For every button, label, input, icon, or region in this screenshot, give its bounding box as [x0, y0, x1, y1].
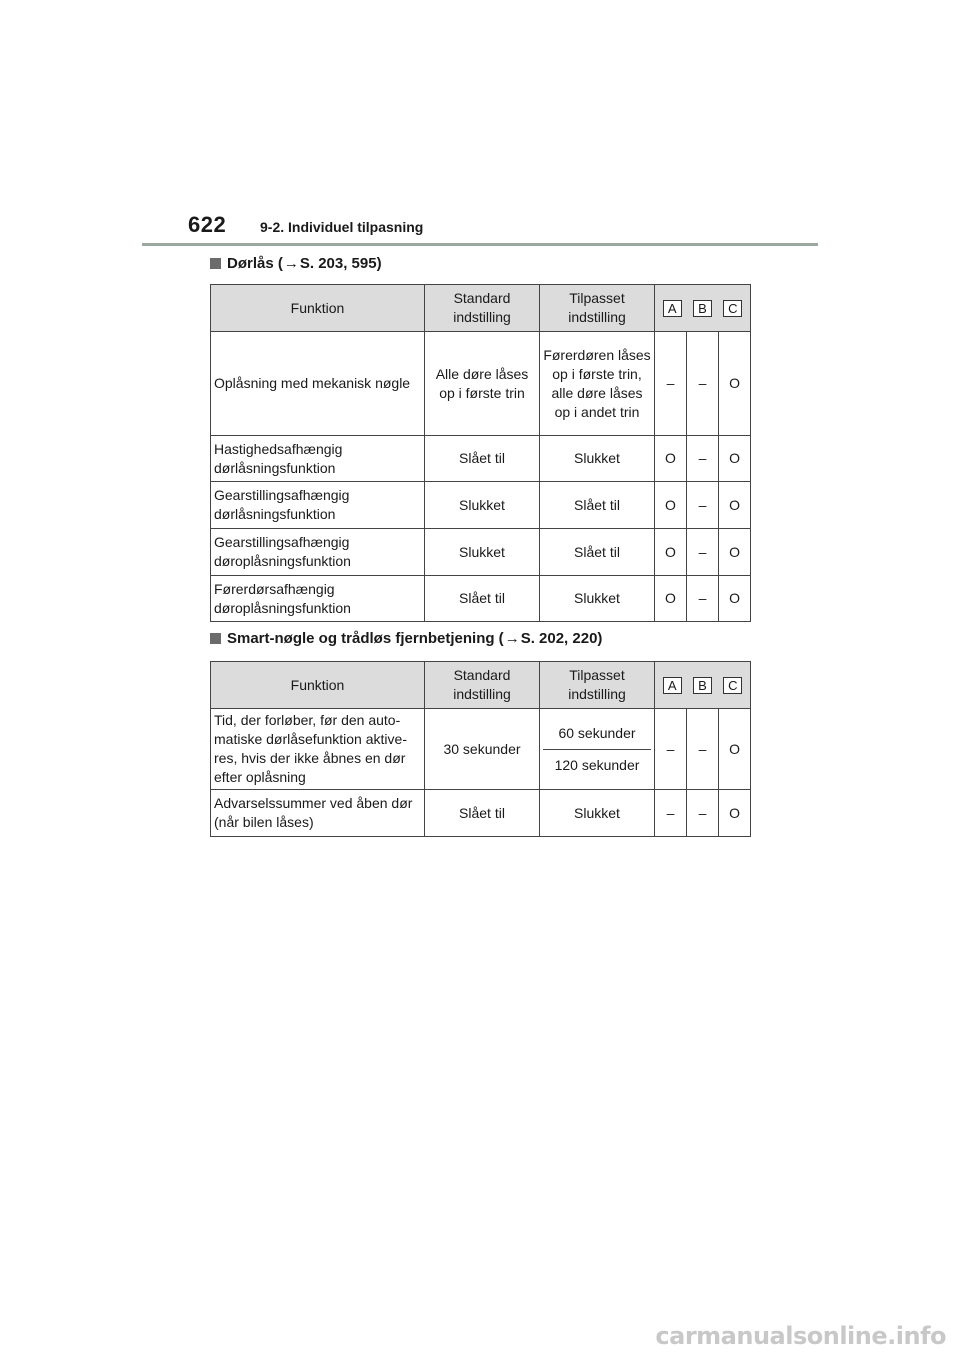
row-b: –: [687, 790, 719, 837]
header-abc: [655, 662, 751, 709]
row-b: –: [687, 576, 719, 622]
row-a: –: [655, 709, 687, 790]
custom-option: 120 sekunder: [543, 749, 651, 781]
row-a: O: [655, 436, 687, 482]
letter-a-badge: A: [663, 300, 682, 317]
site-watermark: carmanualsonline.info: [655, 1322, 946, 1350]
table-header-row: [211, 285, 751, 332]
table-row: [211, 576, 751, 622]
bullet-square-icon: [210, 258, 221, 269]
row-a: –: [655, 790, 687, 837]
row-standard: Slukket: [425, 482, 540, 529]
row-custom: Slukket: [540, 436, 655, 482]
row-standard: Slået til: [425, 576, 540, 622]
row-b: –: [687, 529, 719, 576]
row-custom: Slukket: [540, 790, 655, 837]
row-c: O: [719, 709, 751, 790]
reference-arrow-icon: →: [504, 630, 520, 647]
row-function: Advarselssummer ved åben dør (når bilen låses): [211, 790, 425, 837]
row-function: Gearstillingsafhængig dørlåsningsfunktion: [211, 482, 425, 529]
row-c: O: [719, 576, 751, 622]
row-a: O: [655, 529, 687, 576]
door-lock-table: [210, 284, 751, 622]
table-row: [211, 436, 751, 482]
row-c: O: [719, 332, 751, 436]
section-page-ref: S. 202, 220): [520, 630, 603, 647]
table-header-row: [211, 662, 751, 709]
row-a: O: [655, 482, 687, 529]
row-custom: Slået til: [540, 529, 655, 576]
letter-c-badge: C: [723, 300, 742, 317]
header-custom: Tilpasset indstilling: [540, 285, 655, 332]
letter-c-badge: C: [723, 677, 742, 694]
row-custom: Førerdøren låses op i første trin, alle døre låses op i andet trin: [540, 332, 655, 436]
row-c: O: [719, 790, 751, 837]
section-title-door-lock: [210, 255, 382, 272]
row-standard: Slukket: [425, 529, 540, 576]
smart-key-table: [210, 661, 751, 837]
row-a: –: [655, 332, 687, 436]
row-custom: Slukket: [540, 576, 655, 622]
row-b: –: [687, 482, 719, 529]
row-b: –: [687, 436, 719, 482]
row-b: –: [687, 332, 719, 436]
header-standard: Standard indstilling: [425, 285, 540, 332]
row-function: Oplåsning med mekanisk nøgle: [211, 332, 425, 436]
reference-arrow-icon: →: [283, 255, 299, 272]
row-function: Hastighedsafhængig dørlåsningsfunktion: [211, 436, 425, 482]
letter-b-badge: B: [693, 300, 712, 317]
header-function: Funktion: [211, 662, 425, 709]
row-function: Tid, der forløber, før den automatiske dørlåsefunktion aktiveres, hvis der ikke åbnes en dør efter oplåsning: [211, 709, 425, 790]
letter-b-badge: B: [693, 677, 712, 694]
row-custom-options: [540, 709, 655, 790]
row-standard: Alle døre låses op i første trin: [425, 332, 540, 436]
chapter-title: 9-2. Individuel tilpasning: [260, 219, 424, 235]
table-row: [211, 790, 751, 837]
row-function: Gearstillingsafhængig døroplåsningsfunktion: [211, 529, 425, 576]
header-function: Funktion: [211, 285, 425, 332]
header-abc: [655, 285, 751, 332]
custom-option: 60 sekunder: [558, 724, 636, 741]
row-c: O: [719, 482, 751, 529]
table-row: [211, 332, 751, 436]
bullet-square-icon: [210, 633, 221, 644]
header-standard: Standard indstilling: [425, 662, 540, 709]
row-a: O: [655, 576, 687, 622]
row-c: O: [719, 436, 751, 482]
page-number: 622: [188, 212, 227, 237]
row-function: Førerdørsafhængig døroplåsningsfunktion: [211, 576, 425, 622]
section-title-text: Smart-nøgle og trådløs fjernbetjening (: [227, 630, 504, 647]
section-title-text: Dørlås (: [227, 255, 283, 272]
row-standard: Slået til: [425, 436, 540, 482]
section-page-ref: S. 203, 595): [299, 255, 382, 272]
row-custom: Slået til: [540, 482, 655, 529]
row-standard: 30 sekunder: [425, 709, 540, 790]
header-custom: Tilpasset indstilling: [540, 662, 655, 709]
letter-a-badge: A: [663, 677, 682, 694]
row-standard: Slået til: [425, 790, 540, 837]
table-row: [211, 482, 751, 529]
table-row: [211, 529, 751, 576]
row-b: –: [687, 709, 719, 790]
header-divider: [142, 243, 818, 246]
table-row: [211, 709, 751, 790]
section-title-smart-key: [210, 630, 602, 647]
row-c: O: [719, 529, 751, 576]
